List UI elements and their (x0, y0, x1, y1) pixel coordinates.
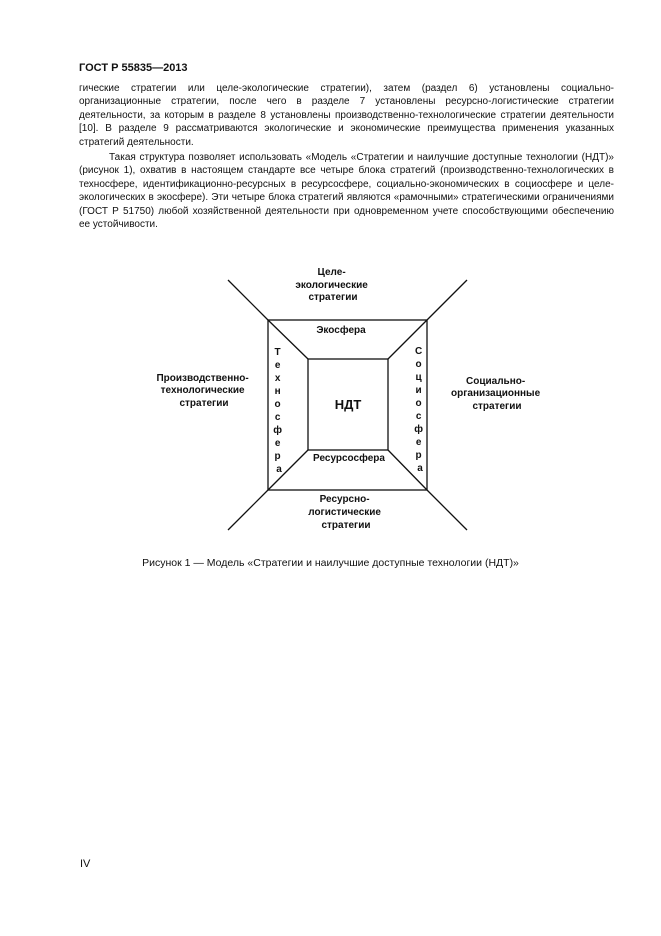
top-strategy-label: Целе- экологические стратегии (295, 267, 368, 303)
document-header: ГОСТ Р 55835—2013 (79, 62, 188, 74)
diagonal-line (228, 280, 268, 320)
diagonal-line (228, 490, 268, 530)
diagonal-line (427, 280, 467, 320)
body-paragraph: Такая структура позволяет использовать «Модель «Стратегии и наилучшие доступные технологии (НДТ)» (рисунок 1), охватив в настоящем стандарте все четыре блока стратегий (производственно-технологических в техносфере, идентификационно-ресурсных в ресурсосфере, социально-экономических в социосфере и целе-экологических в экосфере). Эти четыре блока стратегий являются «рамочными» стратегическими ограничениями (ГОСТ Р 51750) любой хозяйственной деятельности при одновременном учете способствующими обеспечению ее устойчивости. (79, 152, 614, 231)
figure-caption: Рисунок 1 — Модель «Стратегии и наилучшие доступные технологии (НДТ)» (142, 557, 519, 569)
strategy-model-diagram (0, 250, 661, 550)
sociosphere-vertical-label: С о ц и о с ф е р а (414, 346, 423, 474)
body-paragraph: гические стратегии или целе-экологические стратегии), затем (раздел 6) установлены социально-организационные стратегии, после чего в разделе 7 установлены ресурсно-логистические стратегии деятельности, за которым в разделе 8 установлены производственно-технологические стратегии деятельности [10]. В разделе 9 рассматриваются экологические и экономические преимущества применения указанных стратегий деятельности. (79, 83, 614, 148)
page-number: IV (80, 858, 91, 870)
right-strategy-label: Социально- организационные стратегии (451, 376, 541, 412)
bottom-strategy-label: Ресурсно- логистические стратегии (308, 494, 381, 531)
left-strategy-label: Производственно- технологические стратегии (156, 373, 249, 409)
resource-sphere-label: Ресурсосфера (313, 453, 385, 464)
technosphere-vertical-label: Т е х н о с ф е р а (273, 347, 282, 475)
diagonal-line (427, 490, 467, 530)
ndt-center-label: НДТ (334, 397, 362, 412)
ecosphere-label: Экосфера (316, 325, 366, 336)
